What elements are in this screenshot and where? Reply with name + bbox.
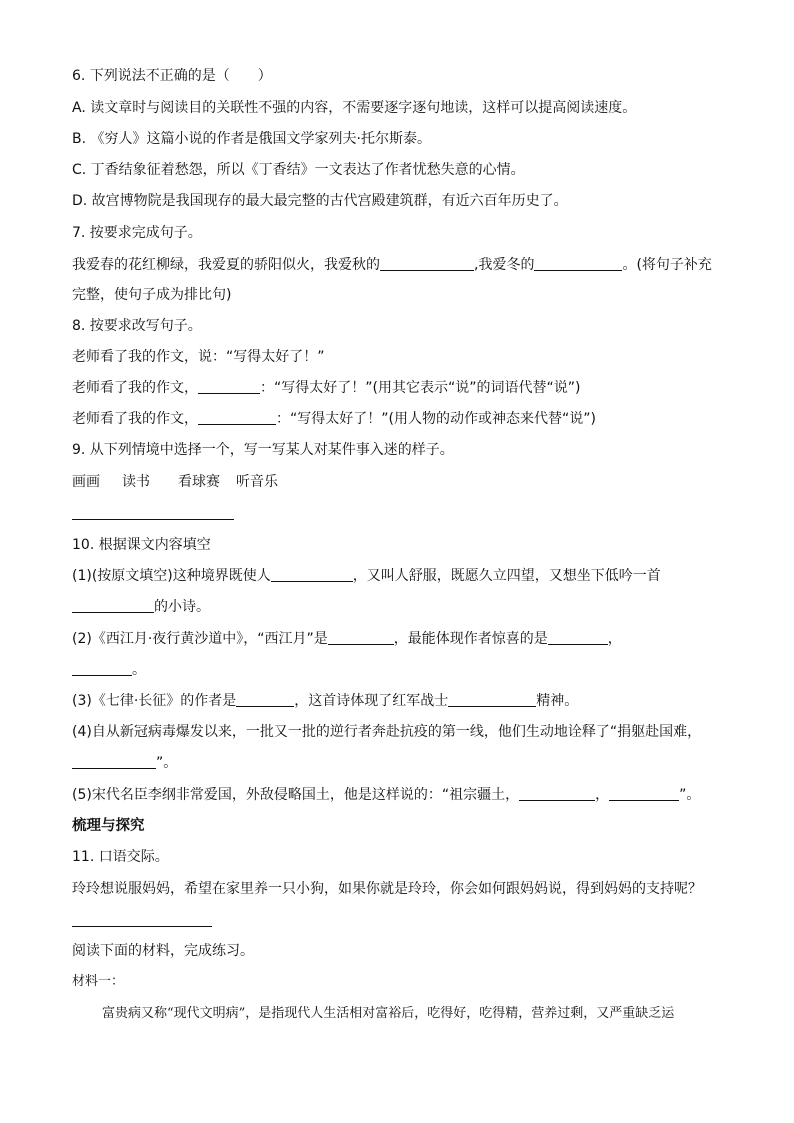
q11-answer-line[interactable]	[72, 926, 212, 927]
q10-item2-text-d: 。	[132, 662, 146, 678]
q10-item4-text-b: ”。	[156, 755, 178, 771]
q9-choice-3: 看球赛	[178, 474, 220, 490]
q6-stem: 6. 下列说法不正确的是（ ）	[72, 68, 272, 84]
q8-rewrite2-text-a: 老师看了我的作文，	[72, 411, 198, 427]
q7-line2: 完整，使句子成为排比句)	[72, 287, 232, 303]
q10-item2-blank-2[interactable]	[548, 629, 608, 645]
q9-choices	[72, 472, 278, 492]
q8-rewrite1-text-b: ：“写得太好了！”(用其它表示“说”的词语代替“说”)	[260, 380, 581, 396]
q7-stem: 7. 按要求完成句子。	[72, 225, 202, 241]
q10-item4-line1: (4)自从新冠病毒爆发以来，一批又一批的逆行者奔赴抗疫的第一线，他们生动地诠释了“捐躯赴国难，	[72, 724, 702, 740]
q10-item2-blank-3[interactable]	[72, 660, 132, 676]
reading-intro: 阅读下面的材料，完成练习。	[72, 943, 254, 959]
q6-option-b: B. 《穷人》这篇小说的作者是俄国文学家列夫·托尔斯泰。	[72, 131, 431, 147]
q9-choice-1: 画画	[72, 474, 100, 490]
q8-stem: 8. 按要求改写句子。	[72, 318, 202, 334]
q11-stem: 11. 口语交际。	[72, 849, 169, 865]
q10-item4-blank[interactable]	[72, 753, 156, 769]
q6-option-a: A. 读文章时与阅读目的关联性不强的内容，不需要逐字逐句地读，这样可以提高阅读速度。	[72, 100, 637, 116]
q8-rewrite1-text-a: 老师看了我的作文，	[72, 380, 198, 396]
q10-item1-line1	[72, 566, 661, 586]
q10-item1-blank-1[interactable]	[271, 566, 353, 582]
q10-item2-line1	[72, 629, 622, 649]
q10-item3-blank-1[interactable]	[236, 691, 294, 707]
q10-item1-blank-2[interactable]	[72, 597, 154, 613]
q8-blank-1[interactable]	[198, 378, 260, 394]
q10-item2-blank-1[interactable]	[328, 629, 394, 645]
q10-item5	[72, 785, 700, 805]
q8-blank-2[interactable]	[198, 409, 276, 425]
section-title: 梳理与探究	[72, 818, 145, 834]
q10-item1-text-b: ，又叫人舒服，既愿久立四望，又想坐下低吟一首	[352, 568, 661, 584]
q10-item3-blank-2[interactable]	[448, 691, 536, 707]
q10-item3-text-b: ，这首诗体现了红军战士	[294, 693, 449, 709]
q10-item3-text-a: (3)《七律·长征》的作者是	[72, 693, 237, 709]
q8-original: 老师看了我的作文，说：“写得太好了！”	[72, 349, 325, 365]
q9-choice-2: 读书	[122, 474, 150, 490]
q9-choice-4: 听音乐	[236, 474, 278, 490]
q10-item5-blank-1[interactable]	[519, 785, 595, 801]
q10-item5-blank-2[interactable]	[609, 785, 679, 801]
q8-rewrite1	[72, 378, 580, 398]
q10-item3	[72, 691, 578, 711]
q8-rewrite2	[72, 409, 596, 429]
q7-blank-autumn[interactable]	[380, 255, 474, 271]
q7-blank-winter[interactable]	[534, 255, 622, 271]
q9-stem: 9. 从下列情境中选择一个，写一写某人对某件事入迷的样子。	[72, 442, 454, 458]
q11-prompt: 玲玲想说服妈妈，希望在家里养一只小狗，如果你就是玲玲，你会如何跟妈妈说，得到妈妈的支持呢？	[72, 881, 702, 897]
q10-item3-text-c: 精神。	[536, 693, 579, 709]
q6-option-c: C. 丁香结象征着愁怨，所以《丁香结》一文表达了作者忧愁失意的心情。	[72, 162, 525, 178]
q10-item2-text-c: ，	[607, 631, 622, 647]
q7-text-b: ,我爱冬的	[474, 257, 535, 273]
q9-answer-line[interactable]	[72, 519, 234, 520]
q10-item2-text-a: (2)《西江月·夜行黄沙道中》，“西江月”是	[72, 631, 328, 647]
q10-item5-text-b: ，	[595, 787, 610, 803]
q10-item2-text-b: ，最能体现作者惊喜的是	[393, 631, 548, 647]
q7-text-a: 我爱春的花红柳绿，我爱夏的骄阳似火，我爱秋的	[72, 257, 380, 273]
q10-item5-text-c: ”。	[679, 787, 701, 803]
q10-item2-line2	[72, 660, 146, 680]
q7-text-c: 。(将句子补充	[622, 257, 712, 273]
material-text: 富贵病又称“现代文明病”，是指现代人生活相对富裕后，吃得好，吃得精，营养过剩，又严重缺乏运	[102, 1006, 675, 1021]
q6-option-d: D. 故宫博物院是我国现存的最大最完整的古代宫殿建筑群，有近六百年历史了。	[72, 193, 568, 209]
q10-item5-text-a: (5)宋代名臣李纲非常爱国，外敌侵略国土，他是这样说的：“祖宗疆土，	[72, 787, 520, 803]
q7-line1	[72, 255, 712, 275]
q10-item1-text-c: 的小诗。	[154, 599, 210, 615]
q10-stem: 10. 根据课文内容填空	[72, 537, 211, 553]
q10-item1-line2	[72, 597, 210, 617]
q10-item4-line2	[72, 753, 177, 773]
q8-rewrite2-text-b: ：“写得太好了！”(用人物的动作或神态来代替“说”)	[276, 411, 596, 427]
q10-item1-text-a: (1)(按原文填空)这种境界既使人	[72, 568, 271, 584]
material-label: 材料一：	[72, 974, 125, 989]
